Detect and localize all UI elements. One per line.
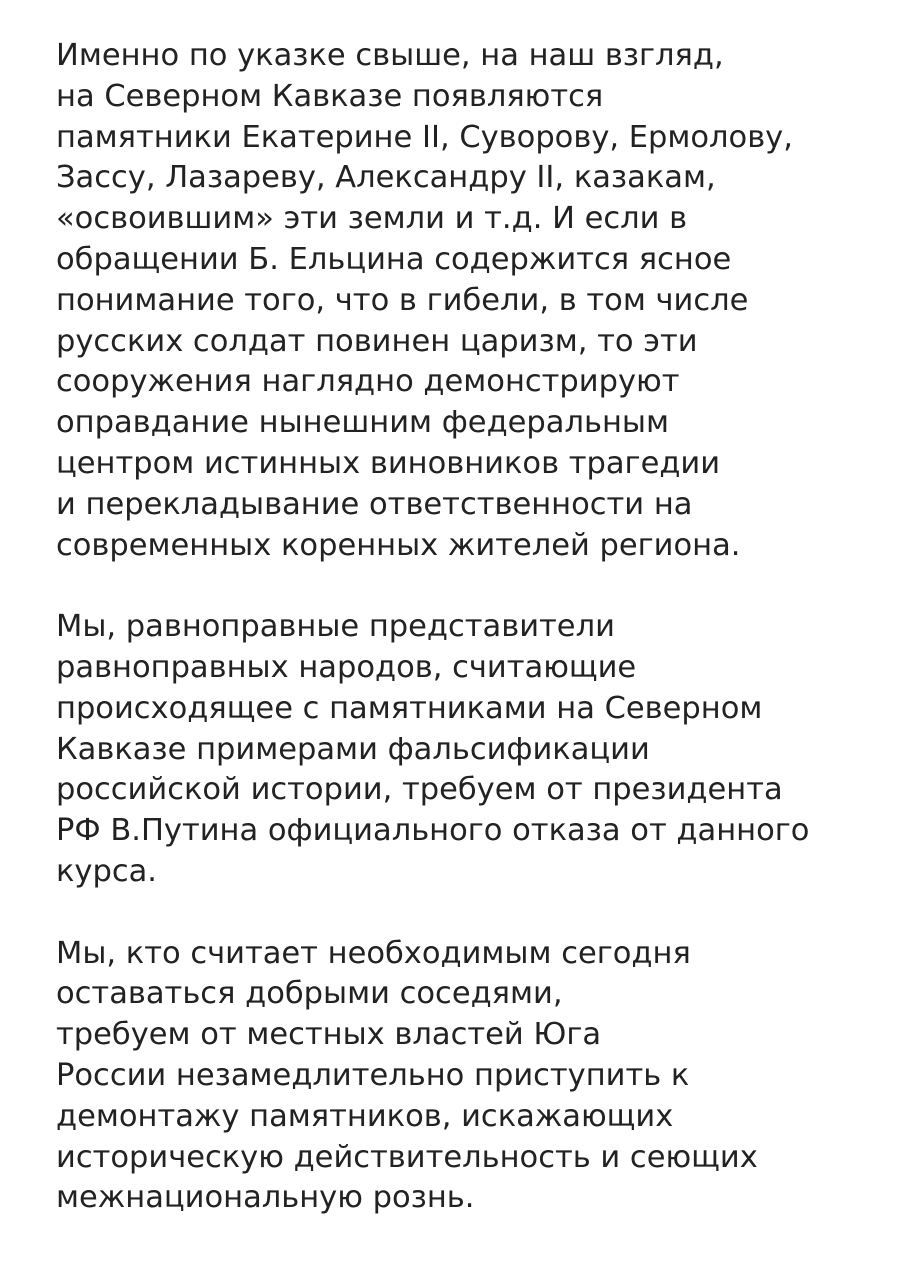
text-line: Именно по указке свыше, на наш взгляд, [56,38,724,73]
paragraph-local-authorities-demand [56,934,856,1220]
text-line: историческую действительность и сеющих [56,1139,758,1175]
text-line: демонтажу памятников, искажающих [56,1098,674,1134]
text-line: Мы, равноправные представители [56,609,615,645]
text-line: сооружения наглядно демонстрируют [56,364,680,400]
text-line: происходящее с памятниками на Северном [56,690,763,726]
text-line: Кавказе примерами фальсификации [56,731,650,767]
text-line: РФ В.Путина официального отказа от данного [56,813,810,849]
text-line: «освоившим» эти земли и т.д. И если в [56,201,688,237]
document-body [56,36,856,1219]
paragraph-president-demand [56,607,856,893]
text-line: центром истинных виновников трагедии [56,445,721,481]
text-line: межнациональную рознь. [56,1180,475,1216]
text-line: понимание того, что в гибели, в том числе [56,282,749,318]
text-line: российской истории, требуем от президента [56,772,783,808]
text-line: на Северном Кавказе появляются [56,78,604,114]
text-line: обращении Б. Ельцина содержится ясное [56,241,732,277]
text-line: оправдание нынешним федеральным [56,405,669,441]
text-line: и перекладывание ответственности на [56,486,693,522]
paragraph-monuments [56,36,856,566]
text-line: русских солдат повинен царизм, то эти [56,323,698,359]
text-line: памятники Екатерине II, Суворову, Ермолову, [56,119,793,155]
text-line: равноправных народов, считающие [56,649,637,685]
text-line: Зассу, Лазареву, Александру II, казакам, [56,160,716,196]
text-line: курса. [56,853,157,889]
text-line: Мы, кто считает необходимым сегодня [56,935,691,971]
text-line: требуем от местных властей Юга [56,1017,602,1053]
text-line: современных коренных жителей региона. [56,527,741,563]
text-line: оставаться добрыми соседями, [56,976,563,1012]
text-line: России незамедлительно приступить к [56,1057,690,1093]
